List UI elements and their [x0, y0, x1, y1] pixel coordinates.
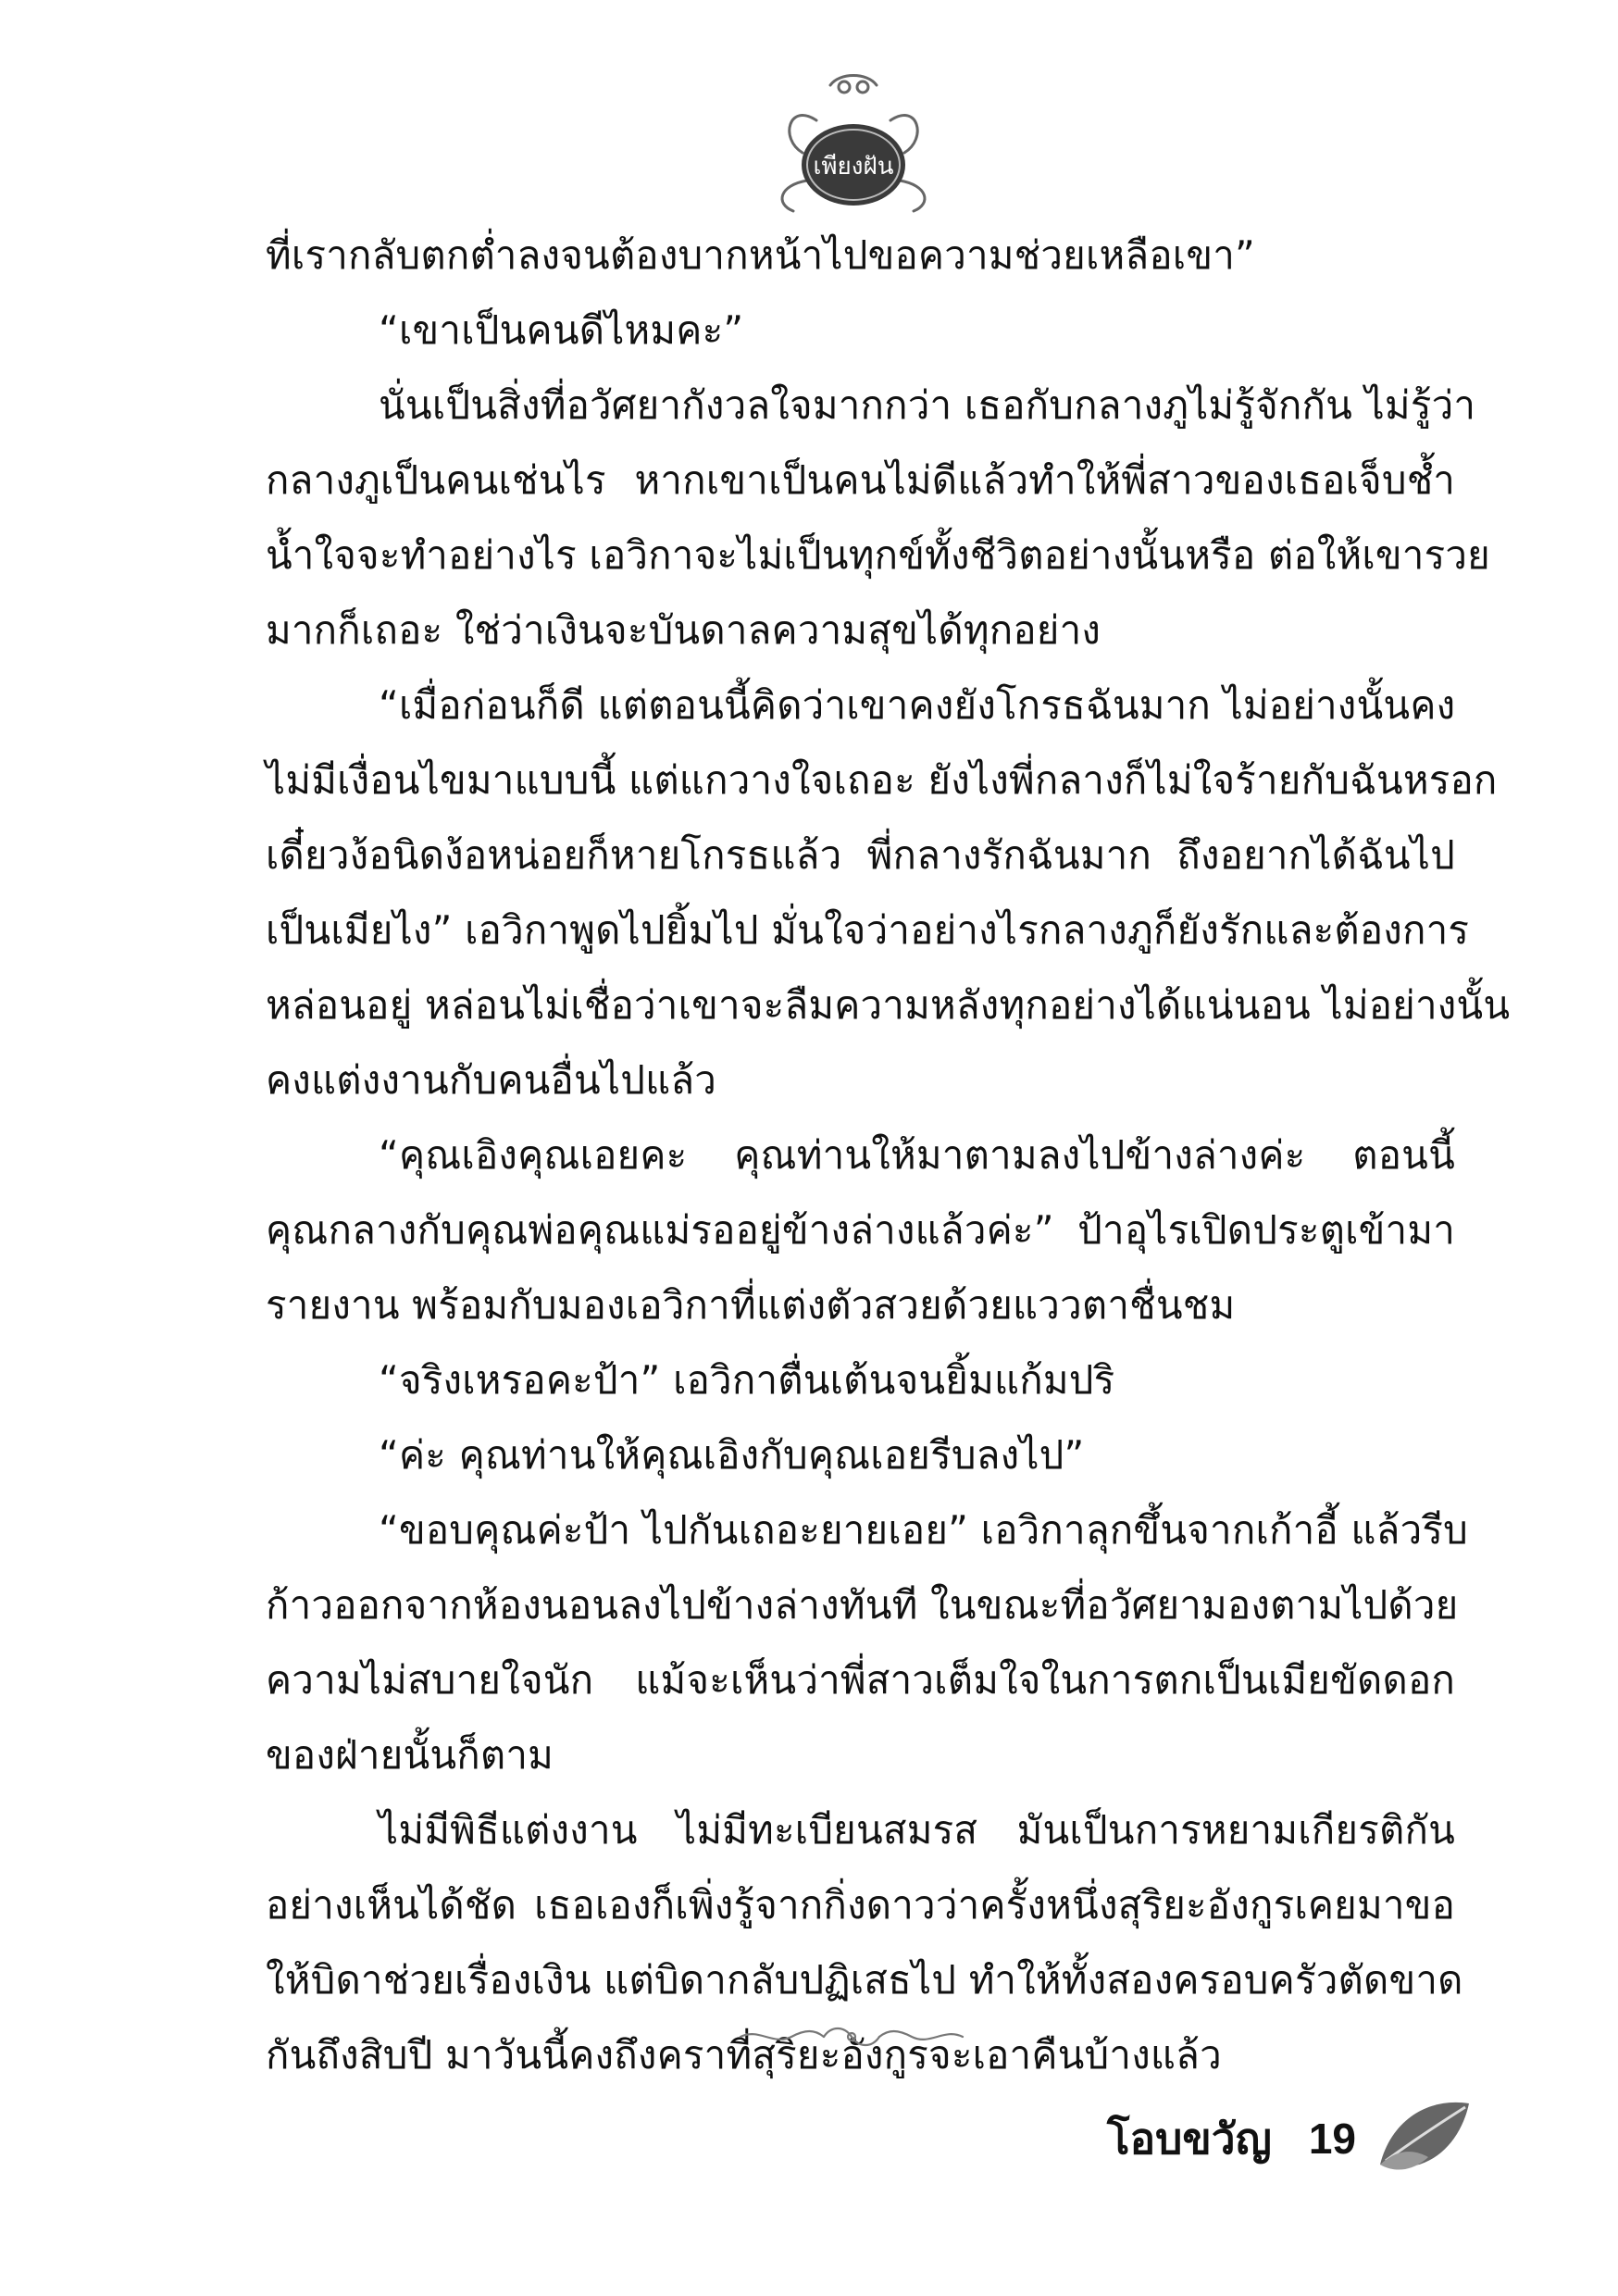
emblem-text: เพียงฝัน [813, 153, 894, 181]
text-line: รายงาน พร้อมกับมองเอวิกาที่แต่งตัวสวยด้วยแววตาชื่นชม [266, 1282, 1236, 1328]
text-line: “ขอบคุณค่ะป้า ไปกันเถอะยายเอย” เอวิกาลุกขึ้นจากเก้าอี้ แล้วรีบ [379, 1507, 1469, 1553]
text-line: “ค่ะ คุณท่านให้คุณเอิงกับคุณเอยรีบลงไป” [379, 1432, 1085, 1478]
page-footer [1107, 2088, 1475, 2190]
text-line: “จริงเหรอคะป้า” เอวิกาตื่นเต้นจนยิ้มแก้มปริ [379, 1357, 1115, 1403]
text-line: คุณกลางกับคุณพ่อคุณแม่รออยู่ข้างล่างแล้วค่ะ” ป้าอุไรเปิดประตูเข้ามา [266, 1207, 1455, 1253]
text-line: นั่นเป็นสิ่งที่อวัศยากังวลใจมากกว่า เธอกับกลางภูไม่รู้จักกัน ไม่รู้ว่า [379, 382, 1476, 428]
text-line: ไม่มีพิธีแต่งงาน ไม่มีทะเบียนสมรส มันเป็นการหยามเกียรติกัน [379, 1807, 1455, 1853]
text-line: “เมื่อก่อนก็ดี แต่ตอนนี้คิดว่าเขาคงยังโกรธฉันมาก ไม่อย่างนั้นคง [379, 682, 1456, 728]
text-line: กันถึงสิบปี มาวันนี้คงถึงคราที่สุริยะอังกูรจะเอาคืนบ้างแล้ว [266, 2032, 1222, 2078]
header-emblem-logo [752, 65, 955, 222]
text-line: ของฝ่ายนั้นก็ตาม [266, 1732, 554, 1778]
text-line: อย่างเห็นได้ชัด เธอเองก็เพิ่งรู้จากกิ่งดาวว่าครั้งหนึ่งสุริยะอังกูรเคยมาขอ [266, 1882, 1455, 1928]
divider-flourish-icon [731, 2018, 972, 2055]
text-line: หล่อนอยู่ หล่อนไม่เชื่อว่าเขาจะลืมความหลังทุกอย่างได้แน่นอน ไม่อย่างนั้น [266, 982, 1511, 1028]
book-title: โอบขวัญ [1106, 2113, 1272, 2164]
text-line: เดี๋ยวง้อนิดง้อหน่อยก็หายโกรธแล้ว พี่กลางรักฉันมาก ถึงอยากได้ฉันไป [266, 832, 1455, 878]
page-number: 19 [1308, 2115, 1356, 2163]
text-line: มากก็เถอะ ใช่ว่าเงินจะบันดาลความสุขได้ทุกอย่าง [266, 607, 1101, 653]
text-line: เป็นเมียไง” เอวิกาพูดไปยิ้มไป มั่นใจว่าอย่างไรกลางภูก็ยังรักและต้องการ [266, 907, 1470, 953]
text-line: “เขาเป็นคนดีไหมคะ” [379, 307, 744, 353]
text-line: ไม่มีเงื่อนไขมาแบบนี้ แต่แกวางใจเถอะ ยังไงพี่กลางก็ไม่ใจร้ายกับฉันหรอก [266, 757, 1498, 803]
text-line: ที่เรากลับตกต่ำลงจนต้องบากหน้าไปขอความช่วยเหลือเขา” [266, 232, 1255, 278]
text-line: กลางภูเป็นคนเช่นไร หากเขาเป็นคนไม่ดีแล้วทำให้พี่สาวของเธอเจ็บช้ำ [266, 457, 1455, 503]
text-line: ก้าวออกจากห้องนอนลงไปข้างล่างทันที ในขณะที่อวัศยามองตามไปด้วย [266, 1582, 1459, 1628]
leaf-icon [1373, 2092, 1475, 2185]
text-line: ความไม่สบายใจนัก แม้จะเห็นว่าพี่สาวเต็มใจในการตกเป็นเมียขัดดอก [266, 1657, 1455, 1703]
text-line: “คุณเอิงคุณเอยคะ คุณท่านให้มาตามลงไปข้างล่างค่ะ ตอนนี้ [379, 1132, 1455, 1178]
text-line: ให้บิดาช่วยเรื่องเงิน แต่บิดากลับปฏิเสธไป ทำให้ทั้งสองครอบครัวตัดขาด [266, 1957, 1463, 2003]
text-line: คงแต่งงานกับคนอื่นไปแล้ว [266, 1057, 717, 1103]
text-line: น้ำใจจะทำอย่างไร เอวิกาจะไม่เป็นทุกข์ทั้งชีวิตอย่างนั้นหรือ ต่อให้เขารวย [266, 532, 1490, 578]
body-text [266, 218, 1511, 2092]
